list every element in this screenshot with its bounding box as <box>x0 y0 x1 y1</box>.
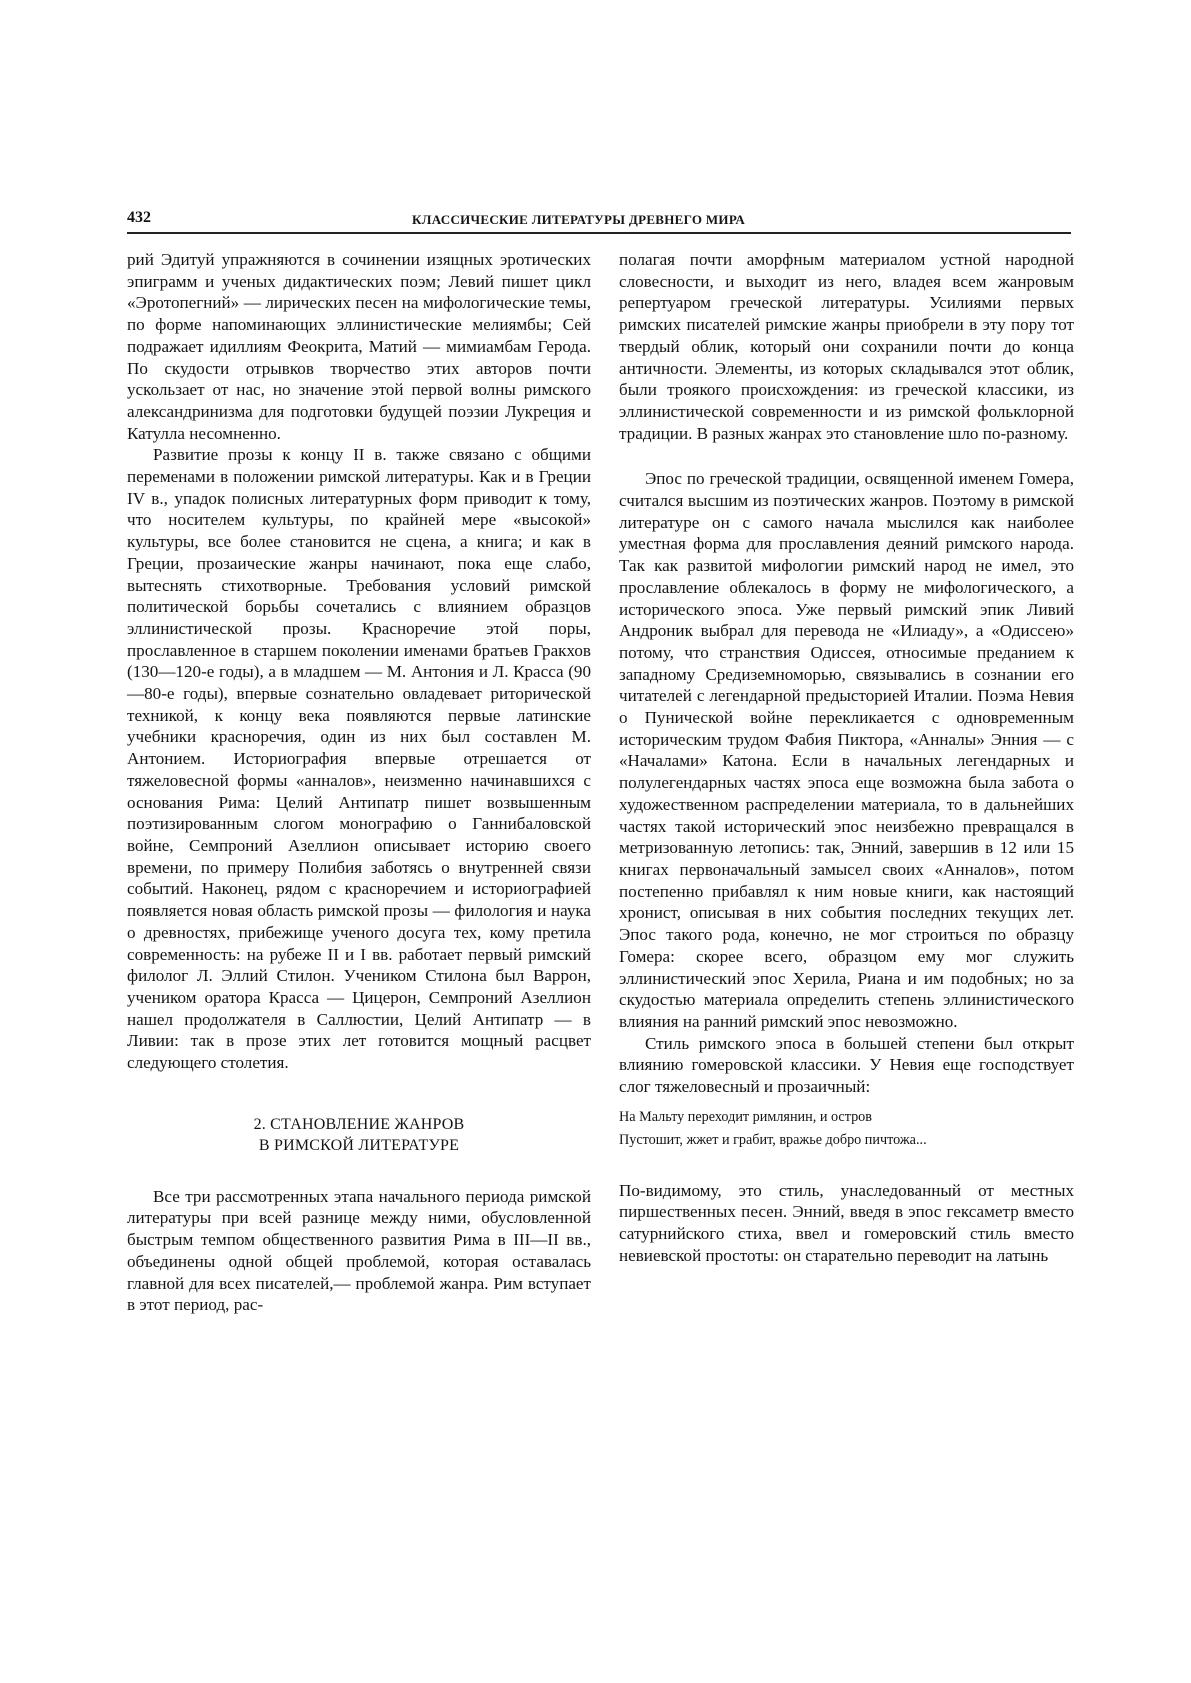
paragraph-continued: полагая почти аморфным материалом устной народной словесности, и выходит из него, владея всем жанровым репертуаром греческой литературы. Усилиями первых римских писателей римские жанры приобрели в эту пору тот твердый облик, который они сохранили почти до конца античности. Элементы, из которых складывался этот облик, были троякого происхождения: из греческой классики, из эллинистической современности и из римской фольклорной традиции. В разных жанрах это становление шло по-разному. <box>619 250 1074 443</box>
verse-line-1: На Мальту переходит римлянин, и остров <box>619 1108 872 1125</box>
header-rule <box>127 232 1071 234</box>
verse-line-2: Пустошит, жжет и грабит, вражье добро пичтожа... <box>619 1131 927 1148</box>
paragraph-ennius-style: По-видимому, это стиль, унаследованный от местных пиршественных песен. Энний, введя в эпос гексаметр вместо сатурнийского стиха, ввел и гомеровский стиль вместо невиевской простоты: он старательно переводит на латынь <box>619 1180 1074 1265</box>
paragraph-epic-style: Стиль римского эпоса в большей степени был открыт влиянию гомеровской классики. У Невия еще господствует слог тяжеловесный и прозаичный: <box>619 1033 1074 1097</box>
running-head: КЛАССИЧЕСКИЕ ЛИТЕРАТУРЫ ДРЕВНЕГО МИРА <box>412 212 746 227</box>
paragraph-genre-problem: Все три рассмотренных этапа начального периода римской литературы при всей разнице между ними, обусловленной быстрым темпом общественного развития Рима в III—II вв., объединены одной общей проблемой, которая оставалась главной для всех писателей,— проблемой жанра. Рим вступает в этот период, рас- <box>127 1186 591 1315</box>
left-column <box>127 249 591 1316</box>
section-heading-line-2: В РИМСКОЙ ЛИТЕРАТУРЕ <box>258 1136 460 1154</box>
verse-quote <box>619 1106 1074 1152</box>
paragraph-continued: рий Эдитуй упражняются в сочинении изящных эротических эпиграмм и ученых дидактических поэм; Левий пишет цикл «Эротопегний» — лирических песен на мифологические темы, по форме напоминающих эллинистические мелиямбы; Сей подражает идиллиям Феокрита, Матий — мимиамбам Герода. По скудости отрывков творчество этих авторов почти ускользает от нас, но значение этой первой волны римского александринизма для подготовки будущей поэзии Лукреция и Катулла несомненно. <box>127 250 591 443</box>
paragraph-prose-development: Развитие прозы к концу II в. также связано с общими переменами в положении римской литературы. Как и в Греции IV в., упадок полисных литературных форм приводит к тому, что носителем культуры, по крайней мере «высокой» культуры, все более становится не сцена, а книга; и как в Греции, прозаические жанры начинают, пока еще слабо, вытеснять стихотворные. Требования условий римской политической борьбы сочетались с влиянием образцов эллинистической прозы. Красноречие этой поры, прославленное в старшем поколении именами братьев Гракхов (130—120-е годы), а в младшем — М. Антония и Л. Красса (90—80-е годы), впервые сознательно овладевает риторической техникой, к концу века появляются первые латинские учебники красноречия, один из них был составлен М. Антонием. Историография впервые отрешается от тяжеловесной формы «анналов», неизменно начинавшихся с основания Рима: Целий Антипатр пишет возвышенным поэтизированным слогом монографию о Ганнибаловской войне, Семпроний Азеллион описывает историю своего времени, по примеру Полибия заботясь о внутренней связи событий. Наконец, рядом с красноречием и историографией появляется новая область римской прозы — филология и наука о древностях, прибежище ученого досуга тех, кому претила современность: на рубеже II и I вв. работает первый римский филолог Л. Эллий Стилон. Учеником Стилона был Варрон, учеником оратора Красса — Цицерон, Семпроний Азеллион нашел продолжателя в Саллюстии, Целий Антипатр — в Ливии: так в прозе этих лет готовится мощный расцвет следующего столетия. <box>127 445 591 1073</box>
section-heading-line-1: 2. СТАНОВЛЕНИЕ ЖАНРОВ <box>253 1115 465 1133</box>
paragraph-epic-tradition: Эпос по греческой традиции, освященной именем Гомера, считался высшим из поэтических жанров. Поэтому в римской литературе он с самого начала мыслился как наиболее уместная форма для прославления деяний римского народа. Так как развитой мифологии римский народ не имел, это прославление облекалось в форму не мифологического, а исторического эпоса. Уже первый римский эпик Ливий Андроник выбрал для перевода не «Илиаду», а «Одиссею» потому, что странствия Одиссея, относимые преданием к западному Средиземноморью, связывались в сознании его читателей с легендарной предысторией Италии. Поэма Невия о Пунической войне перекликается с одновременным историческим трудом Фабия Пиктора, «Анналы» Энния — с «Началами» Катона. Если в начальных легендарных и полулегендарных частях эпоса еще возможна была забота о художественном распределении материала, то в дальнейших частях такой исторический эпос неизбежно превращался в метризованную летопись: так, Энний, завершив в 12 или 15 книгах первоначальный замысел своих «Анналов», потом постепенно прибавлял к ним новые книги, как настоящий хронист, описывая в них события последних текущих лет. Эпос такого рода, конечно, не мог строиться по образцу Гомера: скорее всего, образцом ему мог служить эллинистический эпос Херила, Риана и им подобных; но за скудостью материала определить степень эллинистического влияния на ранний римский эпос невозможно. <box>619 469 1074 1031</box>
page-number: 432 <box>127 209 151 226</box>
right-column <box>619 249 1074 1267</box>
section-heading <box>127 1114 591 1156</box>
